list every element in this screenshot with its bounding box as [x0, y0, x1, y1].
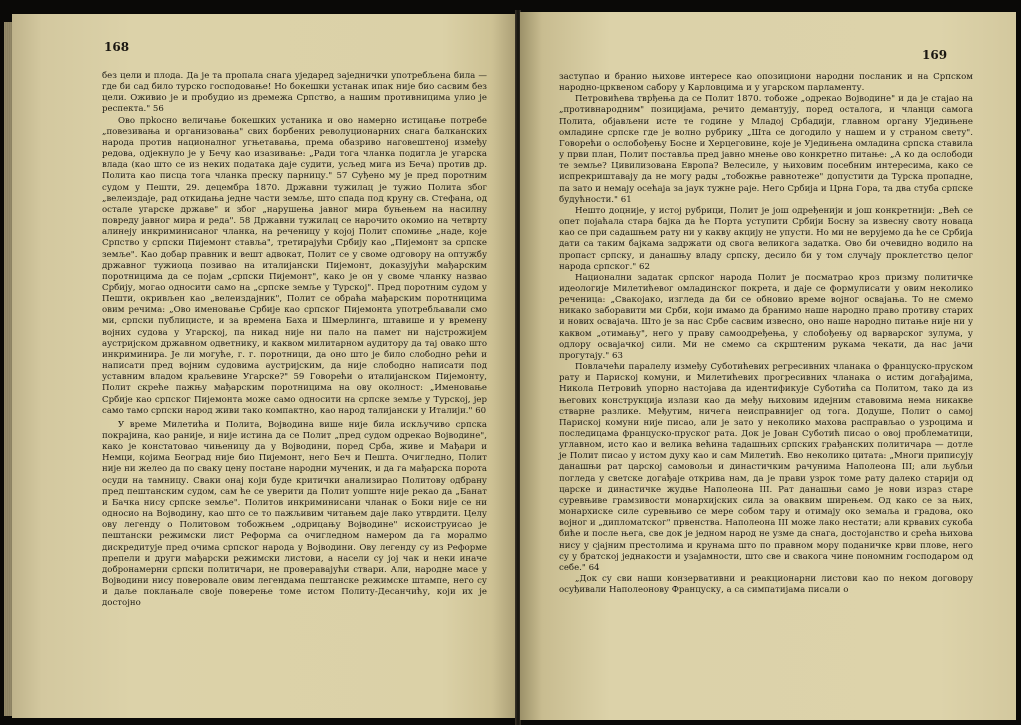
- right-page-text: [559, 72, 973, 596]
- page-number-left: 168: [104, 40, 130, 54]
- page-number-right: 169: [922, 48, 948, 62]
- left-page: [12, 14, 517, 718]
- paragraph: Национални задатак српског народа Полит је посматрао кроз призму политичке идеологије Милетићевог омладинског покрета, и даје се формулисати у овим неколико реченица: „Свакојако, изгледа да би се обновио време војног освајања. То не смемо никако заборавити ми Срби, који имамо да бранимо наше народно право противу старих и нових освајача. Што је за нас Србе сасвим извесно, оно наше народно питање није ни у каквом „отимању", него у праву самоодређења, у слобођењу од варварског зулума, у одлору освајачкој сили. Ми не смемо са скрштеним рукама чекати, да нас јачи прогутају." 63: [559, 272, 973, 361]
- right-page: [520, 12, 1016, 720]
- paragraph: заступао и бранио њихове интересе као опозициони народни посланик и на Српском народно-црквеном сабору у Карловцима и у угарском парламенту.: [559, 72, 973, 94]
- paragraph: Повлачећи паралелу између Суботићевих регресивних чланака о француско-пруском рату и Париској комуни, и Милетићевих прогресивних чланака о истим догађајима, Никола Петровић упорно настојава да идентификује Суботића са Политом, тако да из његових конструкција излази као да међу њиховим идејним ставовима нема никакве стварне разлике. Међутим, ничега неисправнијег од тога. Додуше, Полит о самој Париској комуни није писао, али је зато у неколико махова расправљао о узроцима и последицама француско-пруског рата. Док је Јован Суботић писао о овој проблематици, углавном, исто као и велика већина тадашњих српских грађанских политичара — дотле је Полит писао у истом духу као и сам Милетић. Ево неколико цитата: „Многи приписују данашњи рат царској самовољи и династичким рачунима Наполеона III; али љубљи погледа у светске догађаје открива нам, да је прави узрок томе рату далеко старији од царске и династичке жудње Наполеона III. Рат данашњи само је нови израз старе суревњиве грамзивости монархијских сила за оваквим ширењем. Од како се за њих, монархиске силе суревњиво се мере собом тару и отимају око земаља и градова, око војног и „дипломатског" првенства. Наполеона III може лако нестати; али крвавих сукоба биће и после њега, све док је једном народ не узме да снага, достојанство и срећа њихова нису у сјајним престолима и крунама што по правном мору поданичке крви плове, него су у братској једнакости и узајамности, што све и свакога чине пономним господаром од себе." 64: [559, 362, 973, 573]
- paragraph: без цели и плода. Да је та пропала снага уједаред заједнички употребљена била — где би сад било турско господовање! Но бокешки устанак ипак није био сасвим без цели. Оживио је и пробудио из дремежа Српство, а нашим противницима улио је респекта." 56: [102, 71, 487, 115]
- paragraph: Петровићева тврђења да се Полит 1870. тобоже „одрекао Војводине" и да је стајао на „противнародним" позицијама, речито демантују, поред осталога, и чланци самога Полита, објављени исте те године у Младој Србадији, главном органу Уједињене омладине српске где је волно рубрику „Шта се догодило у нашем и у страном свету". Говорећи о ослобођењу Босне и Херцеговине, које је Уједињена омладина српска ставила у први план, Полит поставља пред јавно мнење ово конкретно питање: „А ко да ослободи те земље? Цивилизована Европа? Велесиле, у њиховим посебним интересима, како се испрекриштавају да не могу рады „тобожње равнотеже" допустити да Турска пропадне, па зато и немају осећаја за јаук тужне раје. Него Србија и Црна Гора, та два стуба српске будућности." 61: [559, 94, 973, 205]
- paragraph: „Док су сви наши конзервативни и реакционарни листови као по неком договору осуђивали Наполеонову Француску, а са симпатијама писали о: [559, 574, 973, 596]
- paragraph: Нешто доцније, у истој рубрици, Полит је још одређенији и још конкретнији: „Већ се опет појаћала стара бајка да ће Порта уступити Србији Босну за извесну своту новаца као се при садашњем рату ни у какву акцију не упусти. Но ми не верујемо да ће се Србија дати са таким бајкама задржати од свога великога задатка. Ово би очевидно водило на пропаст српску, и данашњу владу српску, десило би у том случају проклетство целог народа српског." 62: [559, 205, 973, 272]
- left-page-text: [102, 71, 487, 610]
- paragraph: У време Милетића и Полита, Војводина више није била искључиво српска покрајина, као раније, и није истина да се Полит „пред судом одрекао Војводине", како је констатовао чињеницу да у Војводини, поред Срба, живе и Мађари и Немци, којима Београд није био Пијемонт, него Беч и Пешта. Очигледно, Полит није ни желео да по свакy цену постане народни мученик, и да га мађарска порота осуди на тамницу. Сваки онај који буде критички анализирао Политову одбрану пред пештанским судом, сам ће се уверити да Полит уопште није рекао да „Банат и Бачка нису српске земље". Политов инкриминисани чланак о Боки није се ни односио на Војводину, као што се то пажљивим читањем даје лако утврдити. Целу ову легенду о Политовом тобожњем „одрицању Војводине" искоиструисао је пештански режимски лист Реформа са очигледном намером да га моралмо дискредитује пред очима српског народа у Војводини. Ову легенду су из Реформе препели и други мађарски режимски листови, а насели су јој чак и неки иначе добронамерни српски политичари, не проверавајући ствари. Али, народне масе у Војводини нису поверовале овим легендама пештанске режимске штампе, него су и даље поклањале своје поверење томе истом Политу-Десанчићу, који их је достојно: [102, 419, 487, 609]
- paragraph: Ово прkосно величање бокешких устаника и ово намерно истицање потребе „повезивања и организовања" свих борбених револуционарних снага балканских народа против националног угњетавања, према обазриво наговештеној између редова, одјекнуло је у Бечу као изазивање: „Ради тога чланка подигла је угарска влада (као што се из неких података даје судити, усљед мига из Беча) против др. Полита као писца тога чланка преску парницу." 57 Суђено му је пред поротним судом у Пешти, 29. децембра 1870. Државни тужилац је тужио Полита због „велеиздаје, рад откидања једне части земље, што спада под круну св. Стефана, од осталe угарске државе" и због „нарушења јавног мира буњењем на насилну повреду јавног мира и реда". 58 Државни тужилац се нарочито окомио на четврту алинеју инкриминисаног чланка, на реченицу у којој Полит спомиње „наде, које Српство у српски Пијемонт ставља", третирајући Србију као „Пијемонт за српске земље". Као добар правник и вешт адвокат, Полит се у своме одговору на оптужбу државног тужиоца позивао на италијански Пијемонт, доказујући мађарским поротницима да се појам „српски Пијемонт", како је он у своме чланку назвао Србију, могао односити само на „српске земље у Турској". Пред поротним судом у Пешти, окривљен као „велеиздајник", Полит се обраћа мађарским поротницима овим речима: „Ово именовање Србије као српског Пијемонта употребљавали смо ми, српски публицисте, и за времена Баха и Шмерлинга, штавише и у времену војних судова у Угарској, па никад није ни пало на памет ни најстрожијем аустријском државном одветнику, и каквом милитарном аудитору да тај овако што инкриминира. Је ли могуће, г. г. поротници, да оно што је било слободно рећи и написати пред војним судовима аустријским, да није слободно написати под уставним владом краљевине Угарске?" 59 Говорећи о италијанском Пијемонту, Полит скреће пажњу мађарским поротницима на ову околност: „Именовање Србије као српског Пијемонта може само односити на српске земље у Турској, јер само тамо српски народ живи тако компактно, као народ талијански у Италији." 60: [102, 115, 487, 416]
